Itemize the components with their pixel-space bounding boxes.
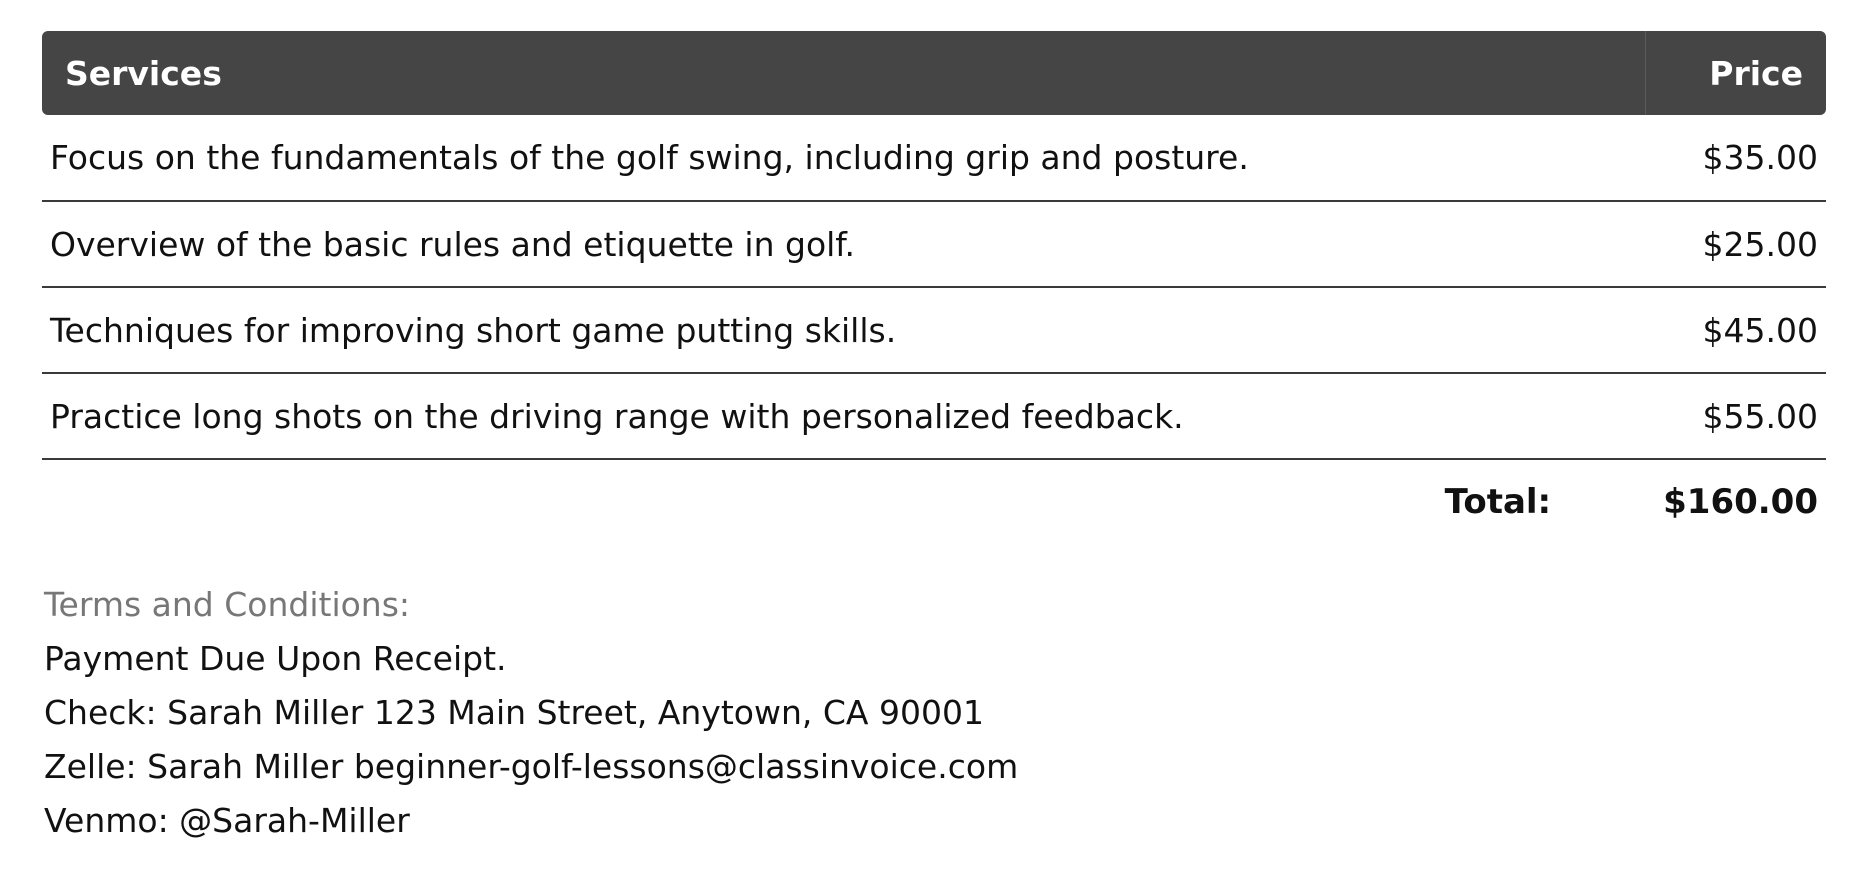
service-price: $45.00 — [1645, 287, 1826, 373]
services-table-header — [42, 31, 1826, 115]
total-row — [1445, 474, 1826, 530]
services-table-body — [42, 115, 1826, 459]
table-row — [42, 201, 1826, 287]
table-row — [42, 115, 1826, 201]
service-description: Focus on the fundamentals of the golf swing, including grip and posture. — [42, 115, 1645, 201]
payment-due-line: Payment Due Upon Receipt. — [44, 639, 507, 678]
price-column-header: Price — [1645, 31, 1826, 115]
terms-section — [44, 578, 1018, 848]
check-payment-line: Check: Sarah Miller 123 Main Street, Anytown, CA 90001 — [44, 693, 984, 732]
terms-title: Terms and Conditions: — [44, 585, 411, 624]
service-price: $35.00 — [1645, 115, 1826, 201]
total-label: Total: — [1444, 482, 1552, 522]
service-description: Overview of the basic rules and etiquette in golf. — [42, 201, 1645, 287]
table-row — [42, 373, 1826, 459]
services-table — [42, 31, 1826, 460]
service-description: Techniques for improving short game putting skills. — [42, 287, 1645, 373]
service-price: $25.00 — [1645, 201, 1826, 287]
zelle-payment-line: Zelle: Sarah Miller beginner-golf-lessons@classinvoice.com — [44, 747, 1019, 786]
table-row — [42, 287, 1826, 373]
services-column-header: Services — [42, 31, 1645, 115]
service-price: $55.00 — [1645, 373, 1826, 459]
total-value: $160.00 — [1663, 482, 1818, 522]
header-row — [42, 31, 1826, 115]
service-description: Practice long shots on the driving range with personalized feedback. — [42, 373, 1645, 459]
venmo-payment-line: Venmo: @Sarah-Miller — [44, 801, 410, 840]
